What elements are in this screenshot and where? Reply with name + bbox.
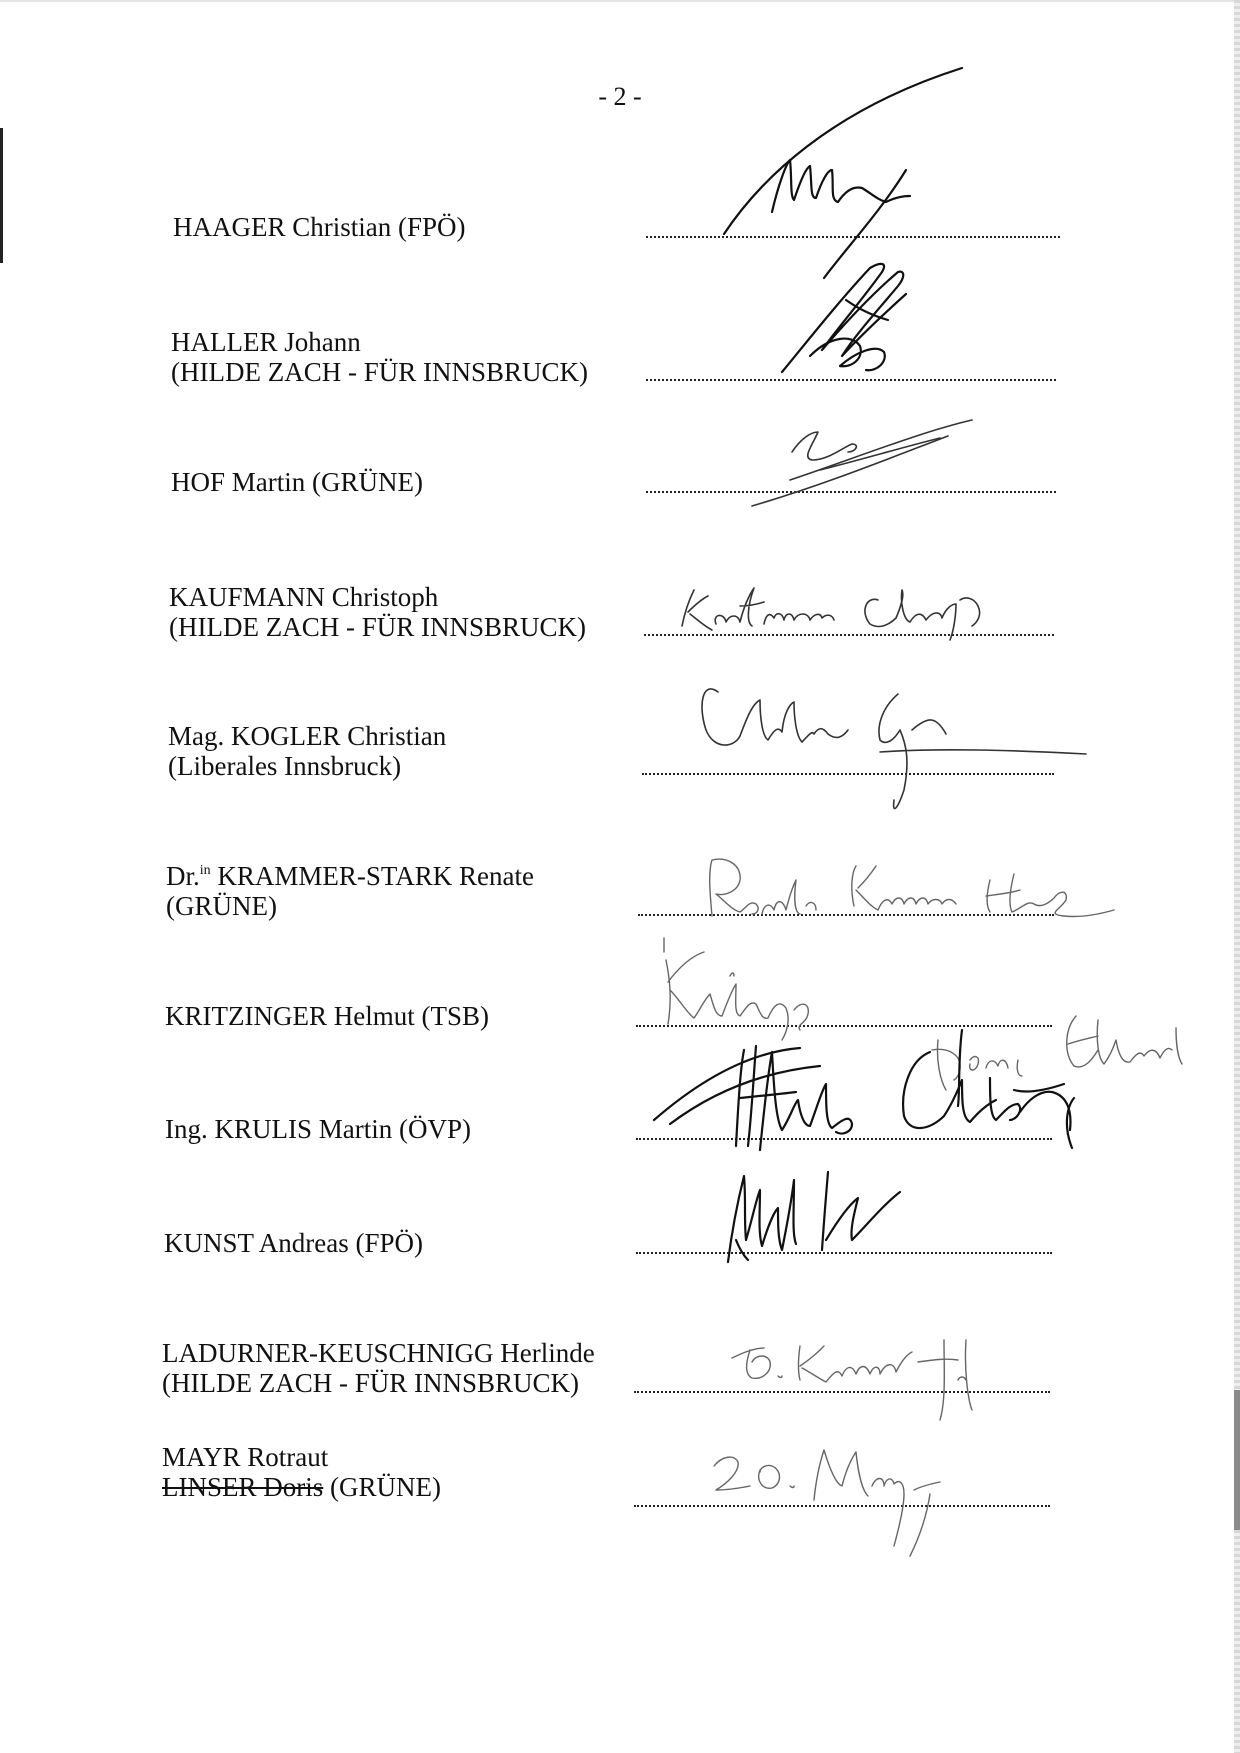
signature-ladurner bbox=[732, 1340, 972, 1420]
signature-line bbox=[634, 1391, 1050, 1393]
signature-line bbox=[636, 1138, 1052, 1140]
signature-extra-name bbox=[932, 1016, 1182, 1090]
entry-name: KRITZINGER Helmut (TSB) bbox=[165, 1001, 489, 1031]
signature-line bbox=[634, 1505, 1050, 1507]
signature-krulis bbox=[654, 1030, 1074, 1150]
signature-line bbox=[646, 491, 1056, 493]
entry-name: Ing. KRULIS Martin (ÖVP) bbox=[165, 1114, 471, 1144]
entry-name: Dr.$^{in}$ KRAMMER-STARK Renate bbox=[166, 861, 534, 891]
entry-name: Mag. KOGLER Christian bbox=[168, 721, 447, 751]
struck-name: LINSER Doris bbox=[162, 1472, 324, 1502]
signature-kogler bbox=[702, 689, 1086, 809]
signature-line bbox=[644, 634, 1054, 636]
entry-haller bbox=[171, 327, 588, 387]
signature-hof bbox=[752, 420, 972, 506]
signature-line bbox=[636, 1252, 1052, 1254]
signature-line bbox=[646, 236, 1060, 238]
entry-name: MAYR Rotraut bbox=[162, 1442, 329, 1472]
scan-edge-right-mark bbox=[1234, 1390, 1240, 1530]
signature-mayr bbox=[714, 1450, 940, 1556]
signature-line bbox=[646, 379, 1056, 381]
entry-hof bbox=[171, 467, 423, 497]
entry-name: HAAGER Christian (FPÖ) bbox=[173, 212, 466, 242]
entry-party: (Liberales Innsbruck) bbox=[168, 751, 402, 781]
entry-party: (HILDE ZACH - FÜR INNSBRUCK) bbox=[169, 612, 586, 642]
signature-haller bbox=[782, 264, 906, 372]
entry-haager bbox=[173, 212, 466, 242]
signature-krammer-stark bbox=[710, 859, 1114, 916]
entry-ladurner-keuschnigg bbox=[162, 1338, 595, 1398]
entry-name: LADURNER-KEUSCHNIGG Herlinde bbox=[162, 1338, 595, 1368]
entry-krulis bbox=[165, 1114, 471, 1144]
entry-party: (HILDE ZACH - FÜR INNSBRUCK) bbox=[162, 1368, 579, 1398]
entry-name: KAUFMANN Christoph bbox=[169, 582, 439, 612]
entry-kunst bbox=[164, 1228, 423, 1258]
entry-krammer-stark bbox=[166, 861, 534, 921]
signature-line bbox=[636, 1025, 1052, 1027]
signature-kaufmann bbox=[682, 588, 980, 640]
page-number: - 2 - bbox=[598, 82, 642, 111]
entry-party: (GRÜNE) bbox=[166, 891, 277, 921]
entry-kaufmann bbox=[169, 582, 586, 642]
entry-party: (HILDE ZACH - FÜR INNSBRUCK) bbox=[171, 357, 588, 387]
entry-party: LINSER Doris (GRÜNE) bbox=[162, 1472, 441, 1502]
signature-line bbox=[642, 773, 1054, 775]
scan-edge-top bbox=[0, 0, 1240, 2]
scan-edge-left bbox=[0, 128, 3, 263]
entry-mayr bbox=[162, 1442, 441, 1502]
signature-line bbox=[638, 914, 1054, 916]
entry-name: KUNST Andreas (FPÖ) bbox=[164, 1228, 424, 1258]
entry-name: HOF Martin (GRÜNE) bbox=[171, 467, 423, 497]
entry-kritzinger bbox=[165, 1001, 489, 1031]
signature-kunst bbox=[728, 1172, 900, 1262]
entry-name: HALLER Johann bbox=[171, 327, 361, 357]
entry-kogler bbox=[168, 721, 446, 781]
